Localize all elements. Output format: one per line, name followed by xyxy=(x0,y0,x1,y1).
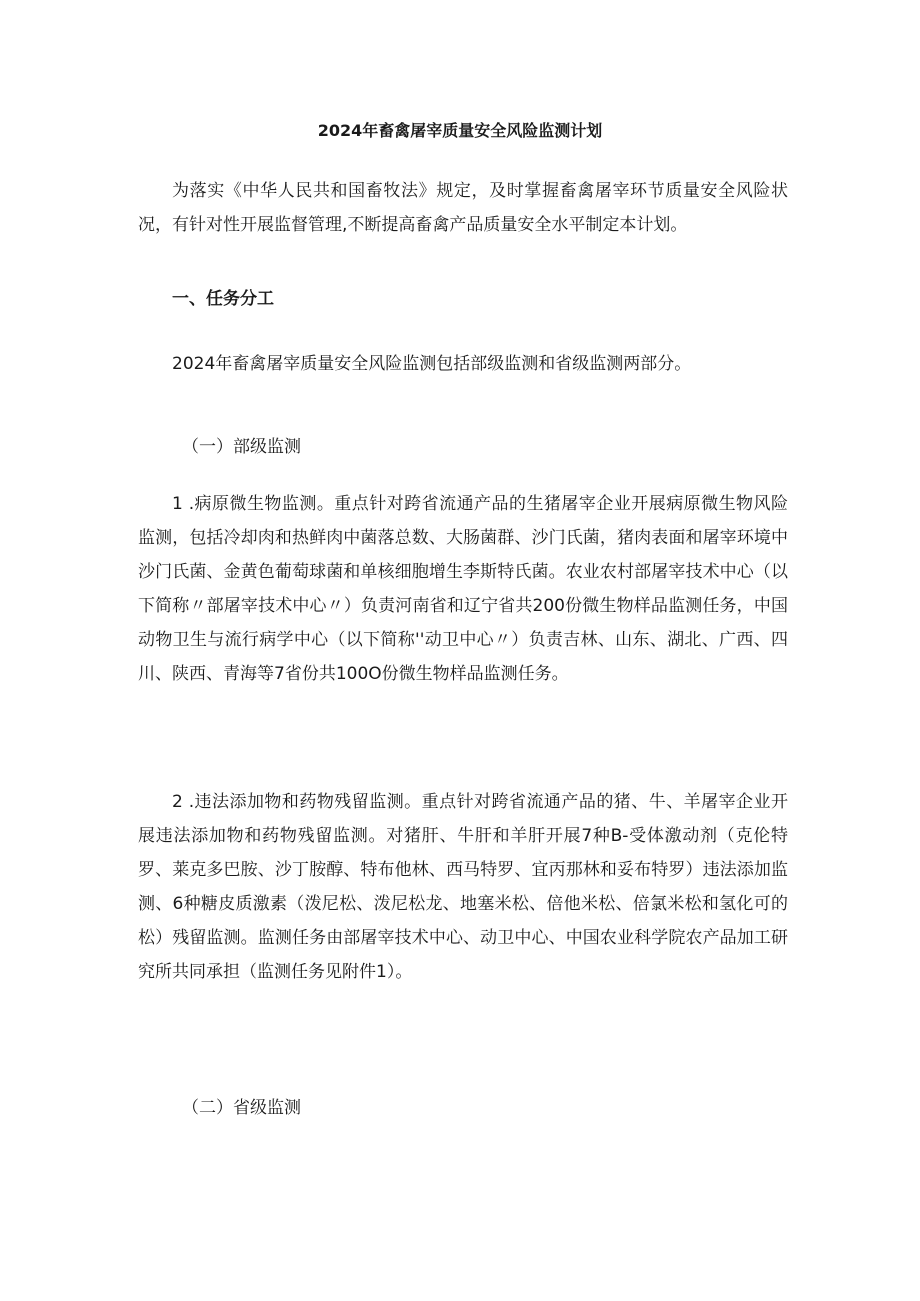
subsection-heading-ministry-monitoring: （一）部级监测 xyxy=(182,437,301,457)
intro-paragraph: 为落实《中华人民共和国畜牧法》规定，及时掌握畜禽屠宰环节质量安全风险状况，有针对性开展监督管理,不断提高畜禽产品质量安全水平制定本计划。 xyxy=(138,181,788,235)
section-heading-task-division: 一、任务分工 xyxy=(172,289,274,309)
subsection-heading-provincial-monitoring: （二）省级监测 xyxy=(182,1098,301,1118)
item-paragraph-residue-monitoring: 2 .违法添加物和药物残留监测。重点针对跨省流通产品的猪、牛、羊屠宰企业开展违法添加物和药物残留监测。对猪肝、牛肝和羊肝开展7种B-受体激动剂（克伦特罗、莱克多巴胺、沙丁胺醇、特布他林、西马特罗、宜丙那林和妥布特罗）违法添加监测、6种糖皮质激素（泼尼松、泼尼松龙、地塞米松、倍他米松、倍氯米松和氢化可的松）残留监测。监测任务由部屠宰技术中心、动卫中心、中国农业科学院农产品加工研究所共同承担（监测任务见附件1）。 xyxy=(138,792,788,982)
section-paragraph: 2024年畜禽屠宰质量安全风险监测包括部级监测和省级监测两部分。 xyxy=(172,354,692,374)
item-paragraph-pathogen-monitoring: 1 .病原微生物监测。重点针对跨省流通产品的生猪屠宰企业开展病原微生物风险监测，包括冷却肉和热鲜肉中菌落总数、大肠菌群、沙门氏菌，猪肉表面和屠宰环境中沙门氏菌、金黄色葡萄球菌和单核细胞增生李斯特氏菌。农业农村部屠宰技术中心（以下简称〃部屠宰技术中心〃）负责河南省和辽宁省共200份微生物样品监测任务，中国动物卫生与流行病学中心（以下简称''动卫中心〃）负责吉林、山东、湖北、广西、四川、陕西、青海等7省份共100O份微生物样品监测任务。 xyxy=(138,494,788,684)
document-title: 2024年畜禽屠宰质量安全风险监测计划 xyxy=(317,121,603,140)
